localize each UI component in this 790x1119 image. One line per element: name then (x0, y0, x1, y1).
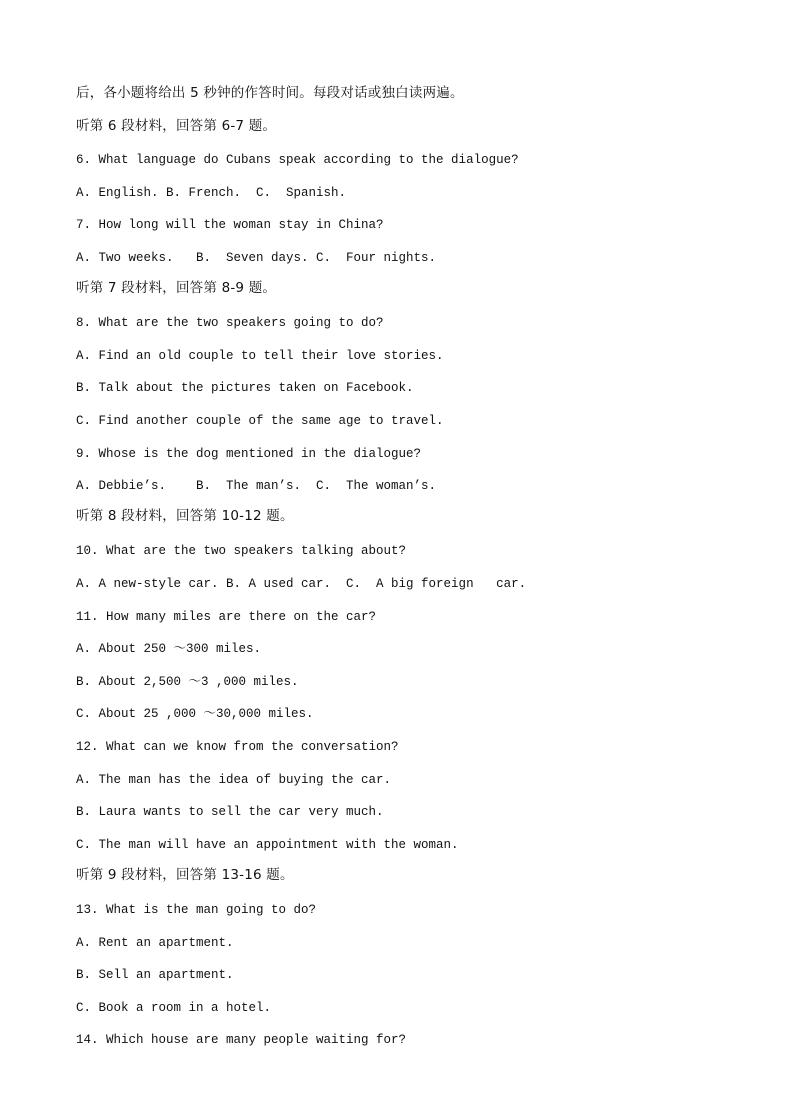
question-9: 9. Whose is the dog mentioned in the dialogue? (76, 447, 422, 461)
question-13: 13. What is the man going to do? (76, 903, 317, 917)
section-heading-9: 听第 9 段材料，回答第 13-16 题。 (76, 867, 294, 883)
question-11: 11. How many miles are there on the car? (76, 610, 377, 624)
question-14: 14. Which house are many people waiting for? (76, 1033, 407, 1047)
option-8a: A. Find an old couple to tell their love stories. (76, 349, 444, 363)
option-12c: C. The man will have an appointment with the woman. (76, 838, 459, 852)
section-heading-8: 听第 8 段材料，回答第 10-12 题。 (76, 508, 294, 524)
option-12b: B. Laura wants to sell the car very much. (76, 805, 384, 819)
instruction-text: 后，各小题将给出 5 秒钟的作答时间。每段对话或独白读两遍。 (76, 85, 464, 101)
options-9: A. Debbie’s. B. The man’s. C. The woman’s. (76, 479, 437, 493)
option-8b: B. Talk about the pictures taken on Facebook. (76, 381, 414, 395)
question-10: 10. What are the two speakers talking about? (76, 544, 407, 558)
options-7: A. Two weeks. B. Seven days. C. Four nights. (76, 251, 437, 265)
option-12a: A. The man has the idea of buying the car. (76, 773, 392, 787)
option-11a: A. About 250 ～300 miles. (76, 642, 262, 656)
option-11c: C. About 25 ,000 ～30,000 miles. (76, 707, 314, 721)
option-11b: B. About 2,500 ～3 ,000 miles. (76, 675, 299, 689)
options-10: A. A new-style car. B. A used car. C. A big foreign car. (76, 577, 527, 591)
options-6: A. English. B. French. C. Spanish. (76, 186, 347, 200)
option-13a: A. Rent an apartment. (76, 936, 234, 950)
question-6: 6. What language do Cubans speak according to the dialogue? (76, 153, 519, 167)
section-heading-6: 听第 6 段材料，回答第 6-7 题。 (76, 118, 277, 134)
question-8: 8. What are the two speakers going to do? (76, 316, 384, 330)
question-12: 12. What can we know from the conversation? (76, 740, 399, 754)
section-heading-7: 听第 7 段材料，回答第 8-9 题。 (76, 280, 277, 296)
option-8c: C. Find another couple of the same age to travel. (76, 414, 444, 428)
option-13c: C. Book a room in a hotel. (76, 1001, 272, 1015)
option-13b: B. Sell an apartment. (76, 968, 234, 982)
question-7: 7. How long will the woman stay in China? (76, 218, 384, 232)
